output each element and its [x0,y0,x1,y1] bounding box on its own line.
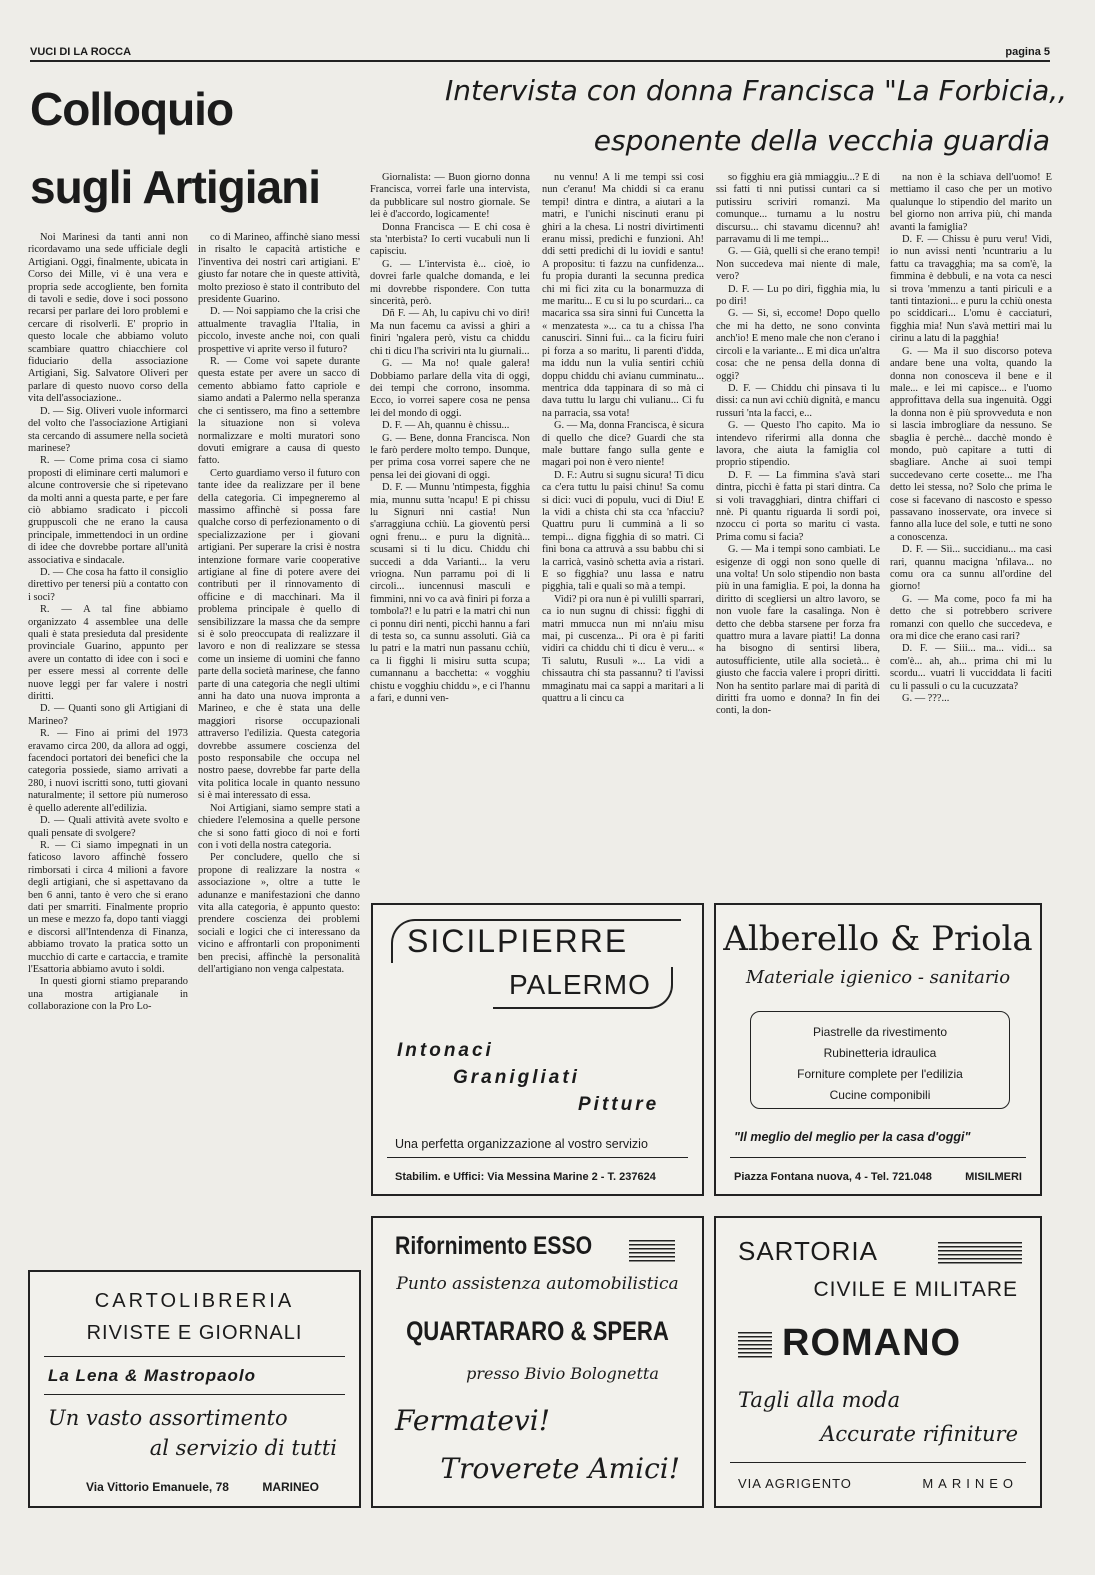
paragraph: Noi Marinesi da tanti anni non ricordavamo una sede ufficiale degli Artigiani. Oggi, finalmente, ubicata in Corso dei Mille, vi è una vera e propria sede accogliente, ben fornita di tavoli e sedie, dove i soci possono recarsi per parlare dei loro problemi e cercare di risolverli. E' proprio in questo locale che abbiamo voluto scambiare quattro chiacchiere col fiduciario della associazione Artigiani, Sig. Salvatore Oliveri per parlare di questo nuovo corso della vita dell'associazione.. [28,232,188,405]
paragraph: G. — L'intervista è... cioè, io dovrei farle qualche domanda, e lei mi dovrebbe rispondere. Con tutta sincerità, però. [370,258,530,308]
sicilpierre-tagline: Una perfetta organizzazione al vostro servizio [395,1137,648,1151]
cartolibreria-city: MARINEO [262,1480,319,1494]
left-article-title [30,70,360,226]
left-title-line2: sugli Artigiani [30,161,320,214]
sicilpierre-divider [387,1157,688,1158]
sartoria-name: ROMANO [782,1322,962,1364]
paragraph: Per concludere, quello che si propone di realizzare la nostra « associazione », oltre a tutte le adunanze e manifestazioni che danno vita alla categoria, è appunto questo: prendere coscienza dei problemi sociali e logici che ci interessano da vicino e affrontarli con proponimenti ben precisi, affinchè la personalità dell'artigiano non venga calpestata. [198,852,360,975]
esso-title: Rifornimento ESSO [395,1232,593,1260]
paragraph: so figghiu era già mmiaggiu...? E di ssi fatti ti nni putissi cuntari ca si putissiru scriviri romanzi. Ma comunque... turnamu a lu nostru discursu... chi stavamu dicennu? ah! parravamu di li me tempi... [716,172,880,246]
alberello-product-box [750,1011,1010,1109]
paragraph: G. — Ma il suo discorso poteva andare bene una volta, quando la donna non conosceva il bene e il male... e lei mi capisce... e l'uomo approfittava della sua ingenuità. Oggi la donna non è più sprovveduta e non si lascia imbrogliare da nessuno. Se sbaglia è perchè... dacchè mondo è mondo, può capitare a tutti di sbagliare. Anche ai suoi tempi succedevano certe cosette... me l'ha detto lei stessa, no? Solo che prima le cose si facevano di nascosto e spesso passavano inosservate, ora invece si fanno alla luce del sole, e tutti ne sono a conoscenza. [890,345,1052,543]
ad-sartoria-romano [714,1216,1042,1508]
paragraph: G. — Già, quelli si che erano tempi! Non succedeva mai niente di male, vero? [716,246,880,283]
alberello-city: MISILMERI [965,1171,1022,1183]
running-header [30,44,1050,62]
cartolibreria-slogan-1: Un vasto assortimento [48,1406,288,1430]
cartolibreria-address: Via Vittorio Emanuele, 78 [86,1480,229,1494]
sicilpierre-city: PALERMO [493,967,673,1009]
alberello-slogan: "Il meglio del meglio per la casa d'oggi" [734,1130,971,1144]
paragraph: D. F. — Munnu 'ntimpesta, figghia mia, munnu sutta 'ncapu! E pi chissu lu Signuri nni castia! Nun s'arraggiuna cchiù. La gioventù persi ogni frenu... e puru la dignità... scusami si ti lu dicu. Chiddu chi succedi a dda Varianti... la veru vriogna. Nun parramu poi di li circoli... iuncennusi masculi e fimmini, nni vo ca avà finiri pi forza a tombola?! e lu patri e la matri chi nun ci ponnu diri nenti, picchì hannu a fari di testa so, ca sunnu assoluti. Già ca lu patri e la matri nun passanu cchiù, ca li figghi li misiru sutta scupa; cumannanu a bacchetta: « vogghiu chistu e vogghiu chiddu », e ci l'hannu a fari, e dunni ven- [370,482,530,705]
paragraph: D. — Quali attività avete svolto e quali pensate di svolgere? [28,815,188,839]
right-article-column-1 [370,172,530,890]
paragraph: Dñ F. — Ah, lu capivu chi vo diri! Ma nun facemu ca avissi a ghiri a finiri 'ngalera però, vistu ca chiddu chi ti dicu l'ha scriviri nta lu giurnali... [370,308,530,357]
sartoria-address: VIA AGRIGENTO [738,1476,852,1491]
paragraph: Noi Artigiani, siamo sempre stati a chiedere l'elemosina a quelle persone che si sono fatti gioco di noi e forti con i voti della nostra categoria. [198,802,360,851]
esso-title-row [395,1232,627,1261]
paragraph: D. F. — Ah, quannu è chissu... [382,420,510,432]
paragraph: D. F. — Siii... ma... vidi... sa com'è... ah, ah... prima chi mi lu scordu... vuatri li vucciddata li faciti cu li passuli o cu la cucuzzata? [890,643,1052,692]
right-article-title [445,74,1068,169]
esso-location: presso Bivio Bolognetta [466,1364,659,1383]
sartoria-stripes-icon [938,1242,1022,1264]
sartoria-divider [730,1462,1026,1463]
paragraph: co di Marineo, affinchè siano messi in risalto le capacità artistiche e l'inventiva dei nostri carì artigiani. E' giusto far notare che in queste attività, molto prezioso è stato il contributo del presidente Guarino. [198,232,360,306]
paragraph: In questi giorni stiamo preparando una mostra artigianale in collaborazione con la Pro Lo- [28,976,188,1013]
paragraph: D. F. — Chissu è puru veru! Vidi, io nun avissi nenti 'ncuntrariu a lu fattu ca travagghia; ma sa com'è, la fimmina è debbuli, e na vota ca nesci si trova 'mmenzu a tanti piriculi e a tanti tintazioni... e puru la cchiù onesta po sciddicari... L'omu è cacciaturi, figghia mia! Nun s'avà mettiri mai lu cirinu a latu di la pagghia! [890,234,1052,345]
right-article-column-3 [716,172,880,890]
esso-slogan-1: Fermatevi! [395,1404,550,1437]
paragraph: R. — Come prima cosa ci siamo proposti di eliminare certi malumori e alcune controversie che si ripetevano da molti anni a questa parte, e per fare ciò abbiamo sradicato i piccoli gruppuscoli che ne erano la causa principale, immettendoci in un ordine di idee che dovrebbe portare all'unità associativa e sindacale. [28,455,188,566]
paragraph: D. — Che cosa ha fatto il consiglio direttivo per tenersi più a contatto con i soci? [28,566,188,603]
esso-names: QUARTARARO & SPERA [406,1316,669,1346]
paragraph: D. — Sig. Oliveri vuole informarci del volto che l'associazione Artigiani sta cercando di assumere nella società marinese? [28,405,188,454]
paragraph: G. — Ma, donna Francisca, è sicura di quello che dice? Guardi che sta male buttare fango sulla gente e magari poi non è vero niente! [542,420,704,469]
paragraph: G. — Questo l'ho capito. Ma io intendevo riferirmi alla donna che lavora, che aiuta la famiglia col proprio stipendio. [716,420,880,469]
sartoria-slogan-1: Tagli alla moda [738,1388,901,1412]
ad-sicilpierre [371,903,704,1196]
paragraph: D. F. — Lu po diri, figghia mia, lu po diri! [716,283,880,308]
paragraph: R. — Fino ai primi del 1973 eravamo circa 200, da allora ad oggi, facendoci portatori dei benefici che la categoria possiede, siamo arrivati a 280, i nuovi iscritti sono, tutti giovani naturalmente; il settore più numeroso è quello aderente all'edilizia. [28,728,188,814]
paragraph: R. — Ci siamo impegnati in un faticoso lavoro affinchè fossero rimborsati i circa 4 milioni a favore degli artigiani, che si aspettavano da ben 6 anni, tanto è vero che si erano dati per smarriti. Finalmente proprio un mese e mezzo fa, dopo tanti viaggi e discorsi all'Intendenza di Finanza, abbiamo trovato la pratica sotto un mucchio di carte e cartaccia, e tramite l'Esattoria abbiamo avuto i soldi. [28,839,188,975]
right-title-line1: Intervista con donna Francisca "La Forbicia,, [445,74,1068,107]
right-article-column-4 [890,172,1052,890]
paragraph: G. — Ma i tempi sono cambiati. Le esigenze di oggi non sono quelle di una volta! Un solo stipendio non basta più in una famiglia. E poi, la donna ha diritto di scegliersi un altro lavoro, se non vuole fare la casalinga. Non è detto che debba starsene per forza fra quattro mura a lavare piatti! La donna ha bisogno di sentirsi libera, autosufficiente, utile alla società... è giusto che faccia valere i propri diritti. Non ha sentito parlare mai di parità di diritti fra uomo e donna? In fin dei conti, la don- [716,544,880,717]
cartolibreria-slogan-2: al servizio di tutti [149,1436,337,1460]
paragraph: Vidi? pi ora nun è pi vulilli sparrari, ca io nun sugnu di chissi: figghi di matri mmucca nun mi nn'aiu misu mai, pi cuscenza... Pi ora è pi fariti vidiri ca chiddu chi ti dicu è veru... « Ti salutu, Rusulì »... La vidi a chissautra chi sta passannu? ti l'avissi mmaginatu mai ca sappi a maritari a li quattru a li cincu ca [542,593,704,705]
paragraph: Certo guardiamo verso il futuro con tante idee da realizzare per il bene della categoria. Ci impegneremo al massimo affinchè si possa fare qualche corso di perfezionamento o di specializzazione per i giovani artigiani. Per superare la crisi è nostra intenzione formare varie cooperative artigiane al fine di potere avere dei contributi per il rinnovamento di officine e di macchinari. Ma il problema principale è quello di sensibilizzare la massa che da sempre si è solo preoccupata di realizzare il lavoro e non di realizzare se stessa come un insieme di uomini che fanno parte della società marinese, che fanno parte di una categoria che negli ultimi anni ha dato una nuova impronta a Marineo, e che è stata una delle maggiori risorse occupazionali attraverso l'edilizia. Questa categoria dovrebbe assumere coscienza del posto responsabile che occupa nel nostro paese, dovrebbe far parte della vita politica locale in quanto nessuno si è mai interessato di essa. [198,467,360,802]
newspaper-name: VUCI DI LA ROCCA [30,46,132,58]
alberello-subtitle: Materiale igienico - sanitario [745,967,1011,988]
paragraph: D. F.: Autru si sugnu sicura! Ti dicu ca c'era tuttu lu paisi chinu! Sa comu si dici: vuci di populu, vuci di Diu! E la vidi a chista chi sta cca 'nfacciu? Quattru puru li cumminà a li so tempi... digna figghia di so matri. Ci finì bona ca attruvà a ssu babbu chi si la carricà, vasinò schetta avia a ristari. E so figghia? unu lassa e natru pigghia, tali e quali so mà a tempi. [542,469,704,593]
ad-cartolibreria [28,1270,361,1508]
left-article-column-1 [28,232,188,1262]
paragraph: D. F. — Sìì... succidianu... ma casi rari, quannu macigna 'nfilava... no comu ora ca sunnu all'ordine del giorno! [890,544,1052,593]
left-article-column-2 [198,232,360,1247]
cartolibreria-line2: RIVISTE E GIORNALI [86,1322,303,1344]
paragraph: na non è la schiava dell'uomo! E mettiamo il caso che per un motivo qualunque lo stipendio del marito un bel giorno non arriva più, chi manda avanti la famiglia? [890,172,1052,233]
sartoria-slogan-2: Accurate rifiniture [820,1422,1018,1446]
paragraph: R. — A tal fine abbiamo organizzato 4 assemblee una delle quali è stata presieduta dal presidente provinciale Guarino, appunto per avere un contatto di idee con i soci e per essere messi al corrente delle nuove leggi per far valere i nostri diritti. [28,604,188,703]
alberello-divider [730,1157,1026,1158]
paragraph: G. — Ma come, poco fa mi ha detto che si potrebbero scrivere romanzi con quello che succedeva, e ora mi dice che erano casi rari? [890,593,1052,643]
sicilpierre-product-3: Pitture [578,1094,660,1115]
sartoria-line1: SARTORIA [738,1236,878,1266]
paragraph: G. — Sì, sì, eccome! Dopo quello che mi ha detto, ne sono convinta anch'io! E meno male che non c'erano i circoli e la variante... E mi dica un'altra cosa: che ne pensa della donna di oggi? [716,308,880,382]
cartolibreria-owners: La Lena & Mastropaolo [48,1366,257,1385]
cartolibreria-line1: CARTOLIBRERIA [94,1290,295,1312]
sartoria-city: MARINEO [922,1476,1018,1491]
sartoria-stripes-icon-left [738,1332,772,1358]
paragraph: D. F. — Chiddu chi pinsava ti lu dissi: ca nun avi cchiù dignità, e mancu russuri 'nta la facci, e... [716,382,880,419]
sicilpierre-product-2: Granigliati [453,1067,580,1088]
alberello-item: Forniture complete per l'edilizia [797,1067,963,1081]
cartolibreria-divider-top [44,1356,345,1357]
right-article-column-2 [542,172,704,890]
alberello-item: Piastrelle da rivestimento [812,1025,948,1039]
esso-stripes-icon [629,1240,675,1262]
alberello-item: Rubinetteria idraulica [823,1046,937,1060]
alberello-address: Piazza Fontana nuova, 4 - Tel. 721.048 [734,1171,932,1183]
paragraph: D. — Quanti sono gli Artigiani di Marineo? [28,703,188,727]
paragraph: G. — Bene, donna Francisca. Non le farò perdere molto tempo. Dunque, per prima cosa vorrei sapere che ne pensa lei dei giovani di oggi. [370,432,530,481]
sicilpierre-product-1: Intonaci [397,1040,494,1061]
ad-esso [371,1216,704,1508]
paragraph: G. — Ma no! quale galera! Dobbiamo parlare della vita di oggi, dei tempi che corrono, insomma. Ecco, io vorrei sapere cosa ne pensa lei del mondo di oggi. [370,358,530,419]
right-title-line2: esponente della vecchia guardia [593,124,1050,157]
esso-subtitle: Punto assistenza automobilistica [396,1274,679,1294]
ad-alberello-priola [714,903,1042,1196]
esso-slogan-2: Troverete Amici! [440,1452,680,1485]
sicilpierre-address: Stabilim. e Uffici: Via Messina Marine 2 - T. 237624 [395,1171,656,1183]
paragraph: nu vennu! A li me tempi ssi cosi nun c'eranu! Ma chiddi si ca eranu tempi! dintra e dintra, a aiutari a la matri, e l'unichi niscinuti eranu pi ghiri a la chesa. Li nostri divirtimenti eranu missi, predichi e funzioni. Ah! ddi setti predichi di lu iovidi e santu! A propositu: ti fazzu na cunfidenza... fu propia duranti la secunna predica chi mi fici zita cu la bonarmuzza di me maritu... E cu si lu po scurdari... ca macarica ssa sira sinni fui Cuncetta la « menzatesta »... ca tu a chissa l'ha canusciri. Sinni fui... ca la ficiru fuiri pi forza a so maritu, li parenti d'idda, ma iddu nun la vulia sentiri cchiù doppu chiddu chi avianu cumminatu... mentrica dda tappinara di so mà ci dava tuttu lu largu chi vulianu... Ci fu na parracia, ssa vota! [542,172,704,419]
paragraph: D. — Noi sappiamo che la crisi che attualmente travaglia l'Italia, in piccolo, investe anche noi, con quali prospettive vi aprite verso il futuro? [198,306,360,355]
alberello-name: Alberello & Priola [723,919,1033,959]
paragraph: D. F. — La fimmina s'avà stari dintra, picchì è fatta pi stari dintra. Ca si voli travagghiari, dintra chiffari ci nnè. Pi quantu riguarda li sordi poi, nzoccu ci porta so maritu ci vasta. Prima comu si facia? [716,469,880,543]
page-number: pagina 5 [1005,46,1050,58]
paragraph: Donna Francisca — E chi cosa è sta 'nterbista? Io certi vucabuli nun li capisciu. [370,221,530,258]
cartolibreria-divider-mid [44,1394,345,1395]
sicilpierre-name: SICILPIERRE [391,919,681,963]
sartoria-line2: CIVILE E MILITARE [813,1278,1018,1301]
paragraph: R. — Come voi sapete durante questa estate per avere un sacco di cemento abbiamo fatto capriole e siamo andati a Palermo nella speranza che ci sentissero, ma fino a settembre la situazione non si voleva normalizzare e molti muratori sono dovuti emigrare a causa di questo fatto. [198,356,360,467]
paragraph: Giornalista: — Buon giorno donna Francisca, vorrei farle una intervista, da pubblicare sul nostro giornale. Se lei è d'accordo, logicamente! [370,172,530,221]
alberello-item: Cucine componibili [829,1088,931,1102]
paragraph: G. — ???... [902,693,950,705]
left-title-line1: Colloquio [30,83,234,135]
